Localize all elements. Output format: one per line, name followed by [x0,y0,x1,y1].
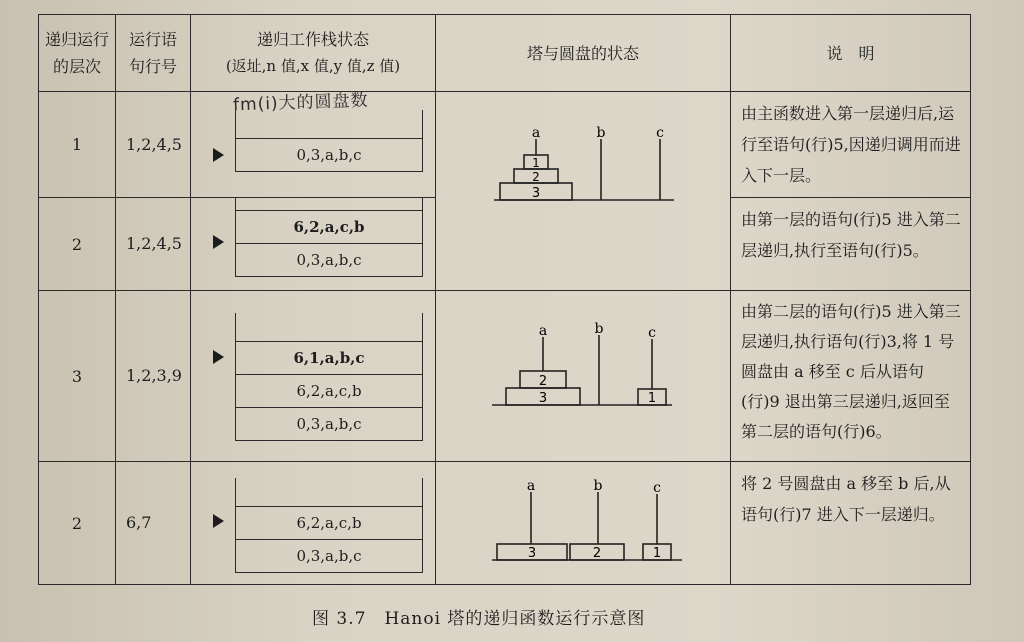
stack-cell [191,198,436,291]
tower-diagram [436,291,730,461]
peg-label-a: a [538,323,548,339]
header-stack [191,15,436,92]
hanoi-figure-table [38,14,971,585]
stack-cell [191,92,436,198]
row-lines: 1,2,4,5 [116,198,191,291]
peg-label-b: b [596,124,606,141]
row-lines: 6,7 [116,462,191,585]
stack-frame: 6,2,a,c,b [236,210,422,243]
table-row [39,462,971,585]
recursion-stack [235,313,423,441]
header-row [39,15,971,92]
disk-label-3: 3 [527,546,537,561]
disk-label-1: 1 [652,546,662,561]
peg-label-c: c [656,124,664,141]
stack-frame: 6,1,a,b,c [236,341,422,374]
header-level: 递归运行的层次 [39,15,116,92]
disk-label-2: 2 [538,374,548,389]
stack-pointer-icon [213,350,224,364]
row-description: 由第二层的语句(行)5 进入第三层递归,执行语句(行)3,将 1 号圆盘由 a 移至 c 后从语句(行)9 退出第三层递归,返回至第二层的语句(行)6。 [731,291,971,462]
header-tower: 塔与圆盘的状态 [436,15,731,92]
figure-caption: 图 3.7 Hanoi 塔的递归函数运行示意图 [312,609,646,629]
tower-cell [436,291,731,462]
stack-frame: 0,3,a,b,c [236,539,422,573]
disk-label-1: 1 [532,155,540,170]
header-line: 运行语句行号 [116,15,191,92]
row-description: 将 2 号圆盘由 a 移至 b 后,从语句(行)7 进入下一层递归。 [731,462,971,585]
row-lines: 1,2,3,9 [116,291,191,462]
row-description: 由主函数进入第一层递归后,运行至语句(行)5,因递归调用而进入下一层。 [731,92,971,198]
row-description: 由第一层的语句(行)5 进入第二层递归,执行至语句(行)5。 [731,198,971,291]
table-row [39,291,971,462]
header-note: 说 明 [731,15,971,92]
peg-label-c: c [653,480,661,496]
table-row [39,92,971,198]
row-level: 2 [39,462,116,585]
tower-cell [436,92,731,291]
stack-frame: 6,2,a,c,b [236,506,422,539]
stack-pointer-icon [213,235,224,249]
stack-frame: 0,3,a,b,c [236,407,422,441]
tower-cell [436,462,731,585]
peg-label-a: a [526,478,536,494]
stack-cell [191,291,436,462]
tower-diagram [436,99,730,284]
handwritten-note: fm(i)大的圆盘数 [232,90,369,116]
disk-label-1: 1 [647,391,657,406]
disk-label-2: 2 [532,169,540,184]
stack-cell [191,462,436,585]
stack-empty-slot [236,478,422,506]
stack-empty-slot [236,313,422,341]
row-lines: 1,2,4,5 [116,92,191,198]
disk-label-3: 3 [538,391,548,406]
disk-label-2: 2 [592,546,602,561]
stack-frame: 6,2,a,c,b [236,374,422,407]
recursion-stack [235,198,423,277]
header-stack-title: 递归工作栈状态 [256,30,369,49]
peg-label-b: b [594,321,604,337]
peg-label-b: b [593,478,603,494]
disk-label-3: 3 [531,185,541,201]
row-level: 2 [39,198,116,291]
stack-frame: 0,3,a,b,c [236,138,422,172]
tower-diagram [436,462,730,584]
row-level: 1 [39,92,116,198]
recursion-stack [235,110,423,172]
row-level: 3 [39,291,116,462]
recursion-stack [235,478,423,573]
stack-empty-slot [236,110,422,138]
header-stack-sub: (返址,n 值,x 值,y 值,z 值) [225,57,401,75]
peg-label-c: c [648,325,656,341]
stack-frame: 0,3,a,b,c [236,243,422,277]
stack-pointer-icon [213,148,224,162]
stack-empty-slot [236,198,422,210]
stack-pointer-icon [213,514,224,528]
peg-label-a: a [531,124,541,141]
